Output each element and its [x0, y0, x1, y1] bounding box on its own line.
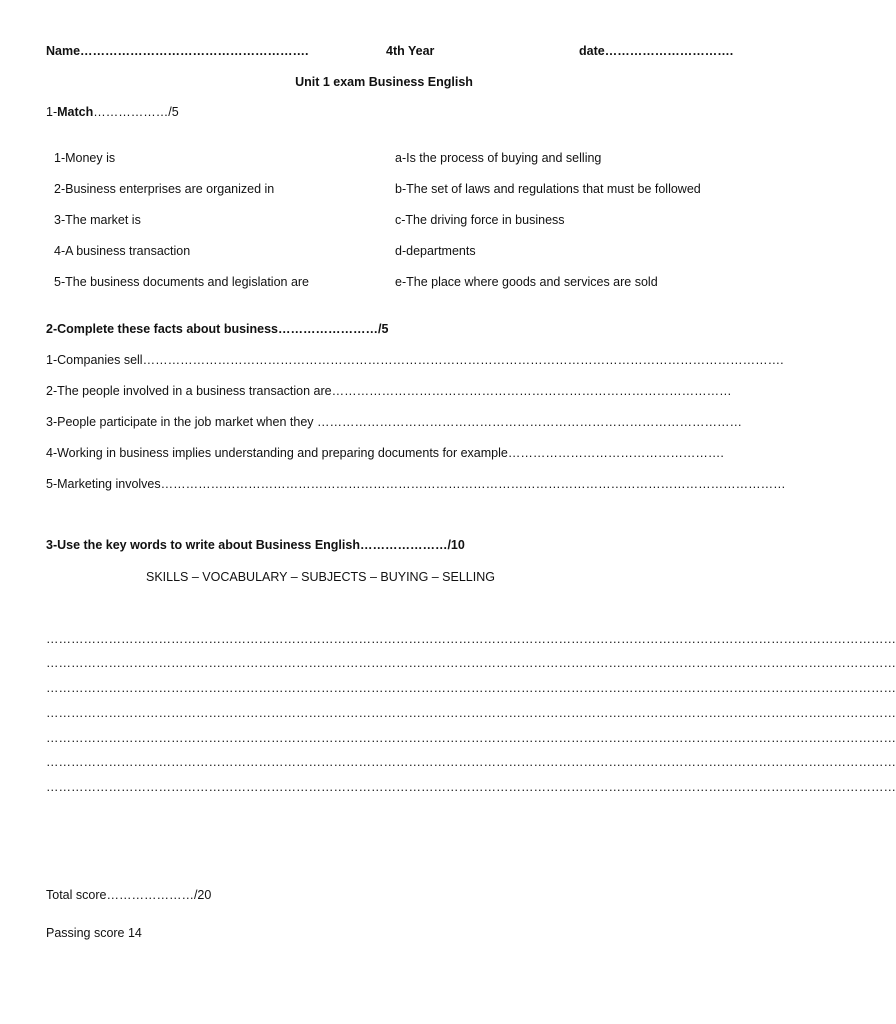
writing-line: …………………………………………………………………………………………………………………………………………………………………………………… [46, 731, 896, 745]
passing-score: Passing score 14 [46, 926, 142, 940]
year-label: 4th Year [386, 44, 435, 58]
match-right-item: d-departments [395, 244, 476, 258]
match-right-item: a-Is the process of buying and selling [395, 151, 602, 165]
writing-line: …………………………………………………………………………………………………………………………………………………………………………………… [46, 632, 896, 646]
match-left-item: 2-Business enterprises are organized in [54, 182, 275, 196]
writing-line: …………………………………………………………………………………………………………………………………………………………………………………… [46, 706, 896, 720]
section-1-number: 1- [46, 105, 58, 119]
writing-line: …………………………………………………………………………………………………………………………………………………………………………………… [46, 755, 896, 769]
match-right-item: c-The driving force in business [395, 213, 565, 227]
fact-line: 5-Marketing involves…………………………………………………………………………………………………………………………………… [46, 477, 786, 491]
fact-line: 2-The people involved in a business transaction are…………………………………………………………………………………… [46, 384, 732, 398]
match-right-item: b-The set of laws and regulations that must be followed [395, 182, 701, 196]
section-3-heading: 3-Use the key words to write about Business English…………………/10 [46, 538, 465, 552]
match-left-item: 1-Money is [54, 151, 116, 165]
section-1-heading [46, 105, 179, 119]
total-score: Total score…………………/20 [46, 888, 212, 902]
section-2-heading: 2-Complete these facts about business……………………/5 [46, 322, 389, 336]
match-left-item: 4-A business transaction [54, 244, 191, 258]
name-field-label: Name………………………………………………. [46, 44, 309, 58]
date-field-label: date…………………………. [579, 44, 734, 58]
writing-line: …………………………………………………………………………………………………………………………………………………………………………………… [46, 780, 896, 794]
match-left-item: 5-The business documents and legislation are [54, 275, 310, 289]
match-left-item: 3-The market is [54, 213, 141, 227]
header-row [46, 44, 734, 60]
key-words: SKILLS – VOCABULARY – SUBJECTS – BUYING – SELLING [146, 570, 495, 584]
section-1-score: ………………/5 [93, 105, 179, 119]
fact-line: 3-People participate in the job market when they ………………………………………………………………………………………… [46, 415, 742, 429]
match-right-item: e-The place where goods and services are sold [395, 275, 658, 289]
writing-line: …………………………………………………………………………………………………………………………………………………………………………………… [46, 656, 896, 670]
fact-line: 4-Working in business implies understanding and preparing documents for example……………………………………………. [46, 446, 724, 460]
fact-line: 1-Companies sell………………………………………………………………………………………………………………………………………. [46, 353, 784, 367]
writing-line: …………………………………………………………………………………………………………………………………………………………………………………… [46, 681, 896, 695]
section-1-title: Match [57, 105, 94, 119]
exam-title: Unit 1 exam Business English [295, 75, 473, 89]
